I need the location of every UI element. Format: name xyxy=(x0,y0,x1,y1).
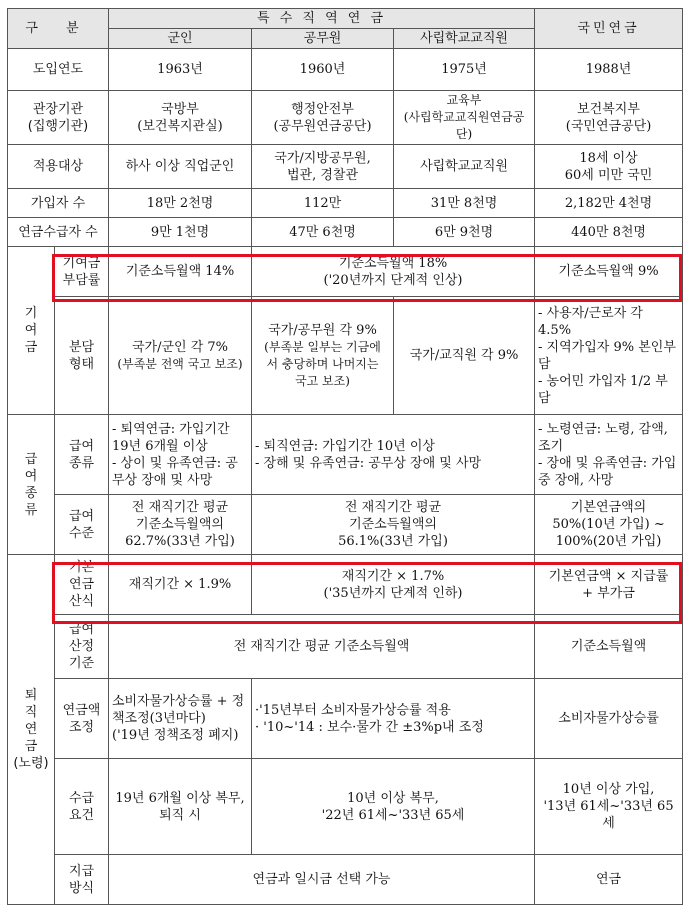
row-contribution-share xyxy=(8,297,683,415)
cell-civil xyxy=(252,91,394,145)
cell-civil-teacher xyxy=(252,555,535,615)
text-line: 19년 6개월 이상 복무, xyxy=(115,790,245,806)
cell-military xyxy=(109,759,252,855)
cell-national: 2,182만 4천명 xyxy=(535,189,683,218)
label-line: 연금 xyxy=(68,577,95,592)
list-item: - 지역가입자 9% 본인부담 xyxy=(538,339,676,372)
cell-civil-teacher xyxy=(252,415,535,495)
text-line: 10년 이상 복무, xyxy=(347,790,439,806)
label-line: 형태 xyxy=(68,356,95,372)
label-line: 산정 xyxy=(68,639,95,654)
group-char: 연 xyxy=(24,722,38,737)
text-line: 56.1%(33년 가입) xyxy=(338,534,448,549)
label-line: 기여금 xyxy=(62,255,101,271)
group-benefit xyxy=(8,415,55,555)
text-line: 재직기간 × 1.7% xyxy=(341,568,445,584)
text-line: 기준소득월액의 xyxy=(136,517,224,532)
cell-national xyxy=(535,415,683,495)
header-civil: 공무원 xyxy=(252,29,394,49)
cell-special: 연금과 일시금 선택 가능 xyxy=(109,855,535,905)
label-line: 관장기관 xyxy=(32,101,84,117)
text-line: (부족분 전액 국고 보조) xyxy=(117,356,243,371)
text-line: + 부가금 xyxy=(582,585,635,601)
row-label: 가입자 수 xyxy=(8,189,109,218)
header-row-1 xyxy=(8,9,683,29)
group-retirement xyxy=(8,555,55,905)
row-label xyxy=(55,555,109,615)
text-line: 기준소득월액 18% xyxy=(338,255,448,271)
group-contribution xyxy=(8,247,55,415)
cell-military: 재직기간 × 1.9% xyxy=(109,555,252,615)
list-item: ·'15년부터 소비자물가상승률 적용 xyxy=(255,702,451,718)
text-line: 기준소득월액의 xyxy=(349,517,437,532)
text-line: 국가/군인 각 7% xyxy=(131,339,229,355)
cell-national xyxy=(535,297,683,415)
text-line: (국민연금공단) xyxy=(565,118,652,134)
label-line: 급여 xyxy=(68,438,95,454)
text-line: '13년 61세~'33년 65세 xyxy=(543,799,674,831)
list-item: - 농어민 가입자 1/2 부담 xyxy=(538,373,668,406)
text-line: 전 재직기간 평균 xyxy=(344,500,442,515)
cell-teacher: 6만 9천명 xyxy=(394,218,535,247)
label-line: 조정 xyxy=(68,719,95,735)
header-category: 구 분 xyxy=(8,9,109,49)
row-retirement-eligibility xyxy=(8,759,683,855)
row-label xyxy=(55,415,109,495)
label-line: 요건 xyxy=(68,807,95,823)
label-line: 지급 xyxy=(68,863,95,879)
cell-military xyxy=(109,415,252,495)
text-line: 18세 이상 xyxy=(579,150,638,166)
cell-military xyxy=(109,297,252,415)
cell-teacher: 31만 8천명 xyxy=(394,189,535,218)
row-retirement-formula xyxy=(8,555,683,615)
list-item: · '10~'14 : 보수·물가 간 ±3%p내 조정 xyxy=(255,719,484,735)
cell-national xyxy=(535,555,683,615)
pension-comparison-table xyxy=(7,8,683,905)
group-char: 금 xyxy=(24,340,38,355)
label-line: 방식 xyxy=(68,880,95,896)
row-benefit-types xyxy=(8,415,683,495)
text-line: (공무원연금공단) xyxy=(273,118,372,134)
list-item: - 장애 및 유족연금: 가입 중 장애, 사망 xyxy=(538,455,677,488)
cell-military xyxy=(109,679,252,759)
cell-national xyxy=(535,495,683,555)
list-item: - 퇴역연금: 가입기간 19년 6개월 이상 xyxy=(112,421,230,454)
group-char: 류 xyxy=(24,502,38,518)
row-contribution-rate xyxy=(8,247,683,297)
row-label: 적용대상 xyxy=(8,145,109,189)
group-char: 종 xyxy=(24,485,38,501)
group-char: 직 xyxy=(24,705,38,720)
row-label xyxy=(55,297,109,415)
group-char: 여 xyxy=(24,323,38,338)
label-line: 산식 xyxy=(68,594,95,609)
cell-civil-teacher xyxy=(252,495,535,555)
row-members xyxy=(8,189,683,218)
row-target xyxy=(8,145,683,189)
cell-military: 18만 2천명 xyxy=(109,189,252,218)
label-line: 급여 xyxy=(68,508,95,524)
label-line: 급여 xyxy=(68,622,95,637)
cell-national: 연금 xyxy=(535,855,683,905)
label-line: 수준 xyxy=(68,525,95,541)
label-line: 연금액 xyxy=(62,702,101,718)
header-teacher: 사립학교교직원 xyxy=(394,29,535,49)
cell-military: 9만 1천명 xyxy=(109,218,252,247)
text-line: 기본연금액의 xyxy=(570,500,647,515)
label-line: 부담률 xyxy=(62,272,101,288)
cell-teacher: 1975년 xyxy=(394,49,535,91)
cell-teacher: 국가/교직원 각 9% xyxy=(394,297,535,415)
cell-teacher: 사립학교교직원 xyxy=(394,145,535,189)
label-line: (집행기관) xyxy=(27,118,89,134)
label-line: 분담 xyxy=(68,339,95,355)
cell-civil: 47만 6천명 xyxy=(252,218,394,247)
list-item: - 퇴직연금: 가입기간 10년 이상 xyxy=(255,438,435,454)
row-label xyxy=(55,615,109,679)
group-char: 금 xyxy=(24,739,38,754)
text-line: 100%(20년 가입) xyxy=(555,534,662,549)
text-line: 국가/공무원 각 9% xyxy=(268,322,377,338)
row-label xyxy=(8,91,109,145)
text-line: 60세 미만 국민 xyxy=(564,167,653,183)
list-item: - 사용자/근로자 각 4.5% xyxy=(538,305,643,338)
cell-special: 전 재직기간 평균 기준소득월액 xyxy=(109,615,535,679)
cell-civil-teacher xyxy=(252,759,535,855)
cell-national: 소비자물가상승률 xyxy=(535,679,683,759)
cell-military: 기준소득월액 14% xyxy=(109,247,252,297)
text-line: 국고 보조) xyxy=(295,373,350,388)
cell-civil-teacher xyxy=(252,679,535,759)
cell-military: 1963년 xyxy=(109,49,252,91)
list-item: - 노령연금: 노령, 감액, 조기 xyxy=(538,421,668,454)
text-line: 50%(10년 가입) ~ xyxy=(552,517,665,532)
row-label xyxy=(55,679,109,759)
label-line: 종류 xyxy=(68,455,95,471)
row-label xyxy=(55,247,109,297)
cell-national xyxy=(535,145,683,189)
header-military: 군인 xyxy=(109,29,252,49)
text-line: 교육부 xyxy=(446,93,482,107)
text-line: 법관, 경찰관 xyxy=(286,167,359,183)
row-label xyxy=(55,495,109,555)
row-label xyxy=(55,759,109,855)
cell-military: 하사 이상 직업군인 xyxy=(109,145,252,189)
row-recipients xyxy=(8,218,683,247)
row-retirement-payment xyxy=(8,855,683,905)
row-label: 도입연도 xyxy=(8,49,109,91)
text-line: 62.7%(33년 가입) xyxy=(125,534,235,549)
text-line: 보건복지부 xyxy=(577,101,640,117)
label-line: 기준 xyxy=(68,656,95,671)
cell-military xyxy=(109,495,252,555)
list-item: - 장해 및 유족연금: 공무상 장애 및 사망 xyxy=(255,455,482,471)
text-line: 퇴직 시 xyxy=(159,807,201,823)
cell-civil: 1960년 xyxy=(252,49,394,91)
header-special-pension: 특 수 직 역 연 금 xyxy=(109,9,535,29)
text-line: 소비자물가상승률 + 정책조정(3년마다) xyxy=(112,694,245,726)
text-line: 전 재직기간 평균 xyxy=(131,500,229,515)
text-line: (보건복지관실) xyxy=(137,118,223,134)
cell-national xyxy=(535,91,683,145)
group-char: 퇴 xyxy=(24,688,38,703)
list-item: - 상이 및 유족연금: 공무상 장애 및 사망 xyxy=(112,455,238,488)
row-retirement-basis xyxy=(8,615,683,679)
cell-civil: 112만 xyxy=(252,189,394,218)
text-line: 기본연금액 × 지급률 xyxy=(548,568,669,584)
cell-national: 440만 8천명 xyxy=(535,218,683,247)
text-line: 행정안전부 xyxy=(291,101,354,117)
cell-teacher xyxy=(394,91,535,145)
text-line: ('35년까지 단계적 인하) xyxy=(323,585,463,601)
row-retirement-adjust xyxy=(8,679,683,759)
cell-national: 기준소득월액 9% xyxy=(535,247,683,297)
text-line: 국가/지방공무원, xyxy=(274,150,371,166)
cell-national: 기준소득월액 xyxy=(535,615,683,679)
text-line: ('20년까지 단계적 인상) xyxy=(323,272,463,288)
text-line: ('19년 정책조정 폐지) xyxy=(112,728,239,743)
text-line: '22년 61세~'33년 65세 xyxy=(321,807,465,823)
row-label xyxy=(55,855,109,905)
cell-civil xyxy=(252,297,394,415)
cell-civil-teacher xyxy=(252,247,535,297)
group-char: 기 xyxy=(24,306,38,321)
header-national-pension: 국민연금 xyxy=(535,9,683,49)
text-line: 10년 이상 가입, xyxy=(562,782,655,797)
row-benefit-level xyxy=(8,495,683,555)
row-agency xyxy=(8,91,683,145)
group-char: 여 xyxy=(24,468,38,484)
label-line: 수급 xyxy=(68,790,95,806)
text-line: (사립학교교직원연금공단) xyxy=(403,110,525,141)
cell-national xyxy=(535,759,683,855)
label-line: 기본 xyxy=(68,560,95,575)
cell-national: 1988년 xyxy=(535,49,683,91)
row-year xyxy=(8,49,683,91)
row-label: 연금수급자 수 xyxy=(8,218,109,247)
text-line: 국방부 xyxy=(161,101,199,117)
group-char: (노령) xyxy=(13,756,49,771)
text-line: 서 충당하며 나머지는 xyxy=(266,356,379,371)
cell-military xyxy=(109,91,252,145)
text-line: (부족분 일부는 기금에 xyxy=(264,339,381,354)
cell-civil xyxy=(252,145,394,189)
group-char: 급 xyxy=(24,451,38,467)
